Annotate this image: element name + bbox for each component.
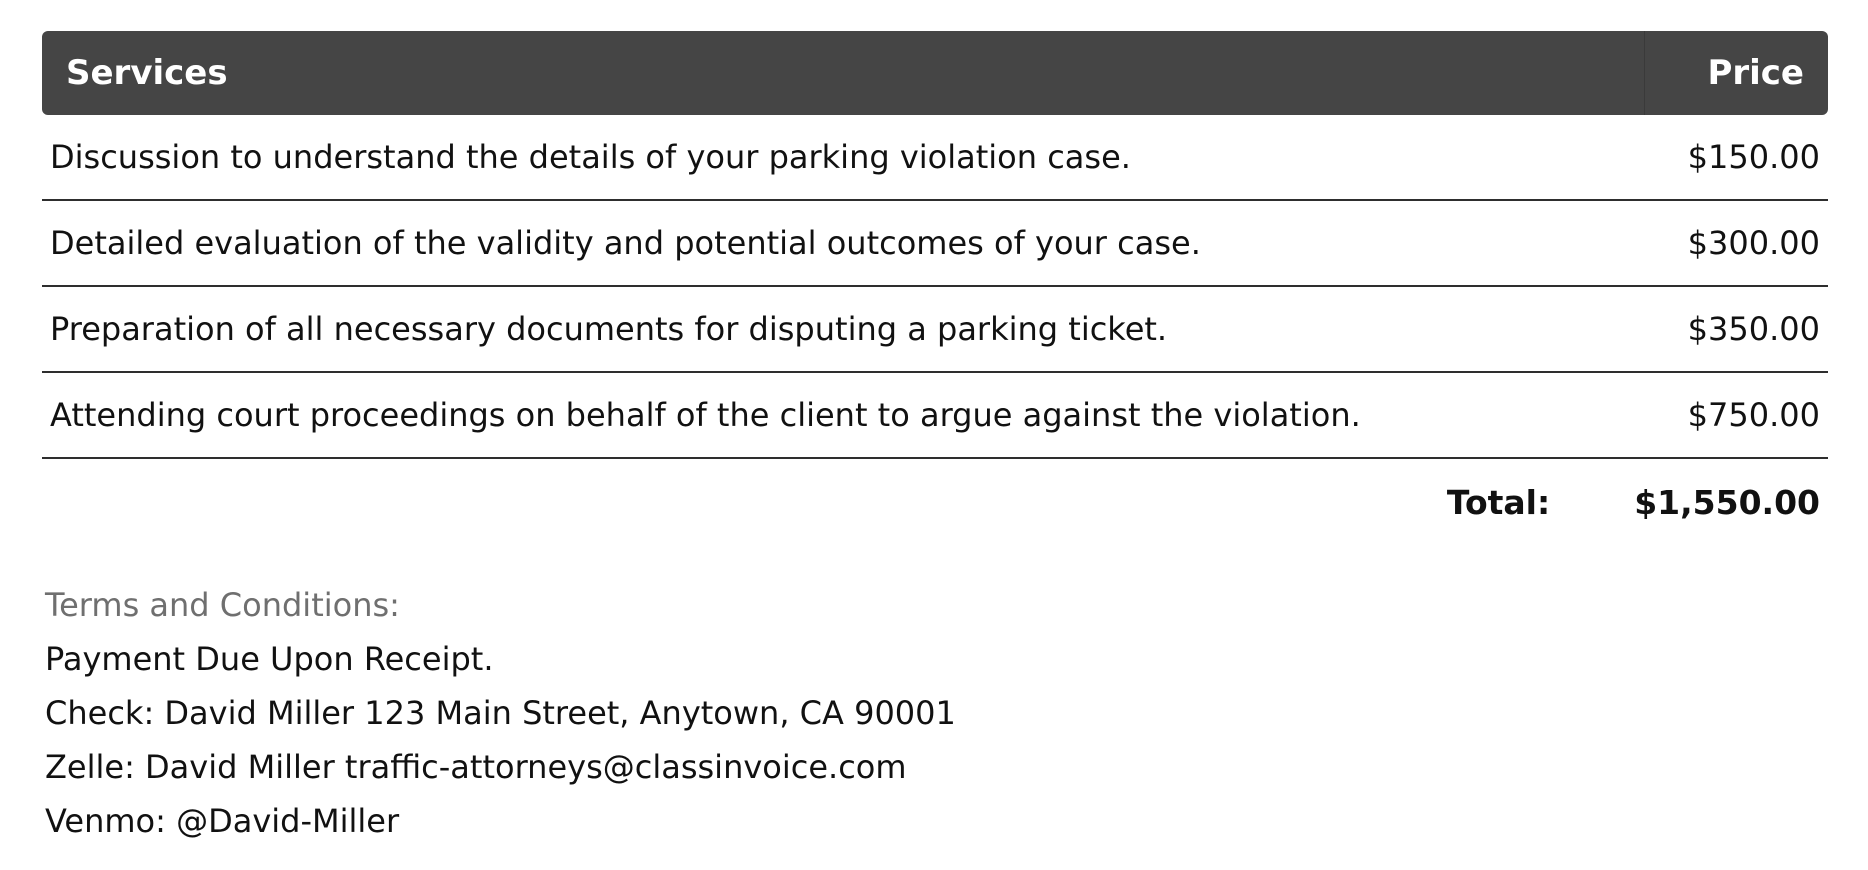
table-header bbox=[42, 31, 1828, 115]
service-price: $350.00 bbox=[1687, 310, 1820, 348]
total-label: Total: bbox=[1446, 482, 1551, 522]
table-row bbox=[42, 115, 1828, 201]
service-description: Preparation of all necessary documents for disputing a parking ticket. bbox=[50, 310, 1168, 348]
service-price: $750.00 bbox=[1687, 396, 1820, 434]
price-column-header: Price bbox=[1644, 31, 1828, 115]
terms-zelle-info: Zelle: David Miller traffic-attorneys@classinvoice.com bbox=[45, 748, 907, 786]
service-price: $150.00 bbox=[1687, 138, 1820, 176]
total-row bbox=[42, 459, 1828, 545]
terms-venmo-info: Venmo: @David-Miller bbox=[45, 802, 400, 840]
terms-and-conditions bbox=[45, 578, 956, 848]
terms-payment-due: Payment Due Upon Receipt. bbox=[45, 640, 494, 678]
service-price: $300.00 bbox=[1687, 224, 1820, 262]
terms-heading: Terms and Conditions: bbox=[45, 586, 400, 624]
services-table bbox=[42, 31, 1828, 545]
service-description: Detailed evaluation of the validity and potential outcomes of your case. bbox=[50, 224, 1201, 262]
services-column-header: Services bbox=[66, 53, 228, 93]
terms-check-info: Check: David Miller 123 Main Street, Anytown, CA 90001 bbox=[45, 694, 956, 732]
total-value: $1,550.00 bbox=[1634, 482, 1820, 522]
table-row bbox=[42, 373, 1828, 459]
service-description: Discussion to understand the details of your parking violation case. bbox=[50, 138, 1131, 176]
table-row bbox=[42, 287, 1828, 373]
service-description: Attending court proceedings on behalf of the client to argue against the violation. bbox=[50, 396, 1361, 434]
table-row bbox=[42, 201, 1828, 287]
